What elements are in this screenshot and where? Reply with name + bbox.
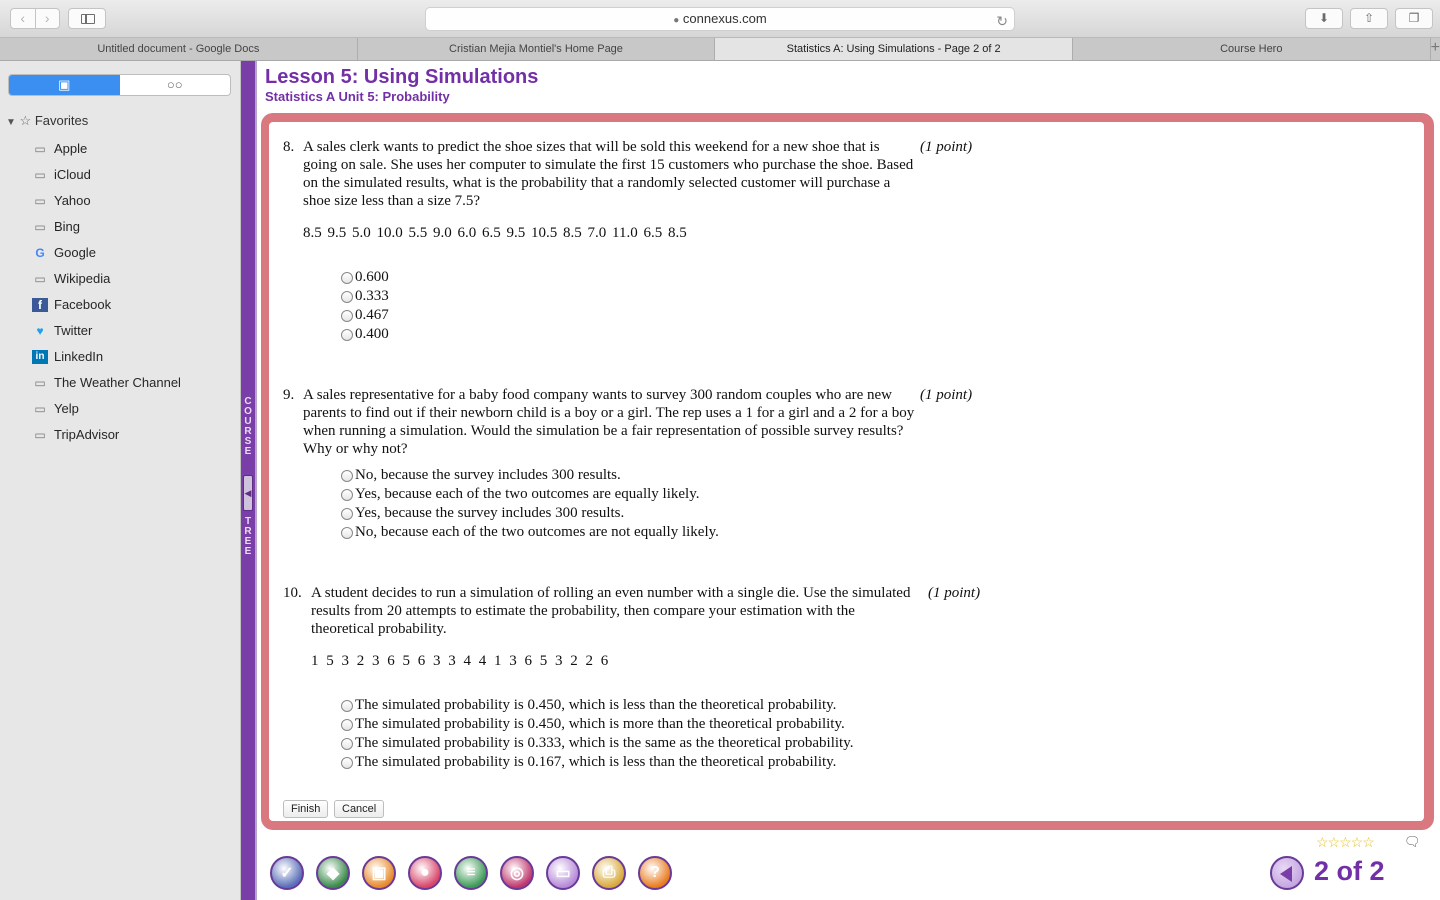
comment-bubble-icon[interactable]: 🗨 (1404, 834, 1421, 849)
reload-icon[interactable]: ↻ (996, 13, 1008, 29)
question-points: (1 point) (928, 585, 981, 601)
course-tree-letter: C (244, 396, 252, 407)
previous-page-icon[interactable] (1270, 856, 1304, 890)
radio-button[interactable] (341, 470, 353, 482)
tab-home-page[interactable]: Cristian Mejia Montiel's Home Page (358, 38, 716, 60)
answer-option[interactable] (341, 287, 389, 306)
downloads-button[interactable] (1305, 8, 1343, 29)
twitter-icon: ♥ (36, 324, 44, 338)
linkedin-icon: in (32, 350, 48, 364)
book-icon: ▭ (34, 142, 46, 156)
question-points: (1 point) (920, 139, 973, 155)
question-number: 8. (283, 139, 295, 155)
radio-button[interactable] (341, 738, 353, 750)
favorite-item[interactable] (32, 318, 181, 344)
favorite-item[interactable] (32, 188, 181, 214)
favorite-label: Yahoo (54, 193, 91, 208)
favorite-item[interactable] (32, 344, 181, 370)
radio-button[interactable] (341, 310, 353, 322)
back-arrow-icon[interactable]: ‹ (11, 9, 36, 28)
radio-button[interactable] (341, 272, 353, 284)
answer-option[interactable] (341, 306, 389, 325)
screen-tool-icon[interactable]: ▭ (546, 856, 580, 890)
course-tree-handle-icon[interactable]: ◀ (243, 475, 253, 511)
option-label: No, because the survey includes 300 results. (355, 467, 621, 483)
answer-option[interactable] (341, 485, 719, 504)
lesson-subtitle: Statistics A Unit 5: Probability (265, 89, 450, 104)
course-tree-letter: E (244, 536, 252, 547)
answer-option[interactable] (341, 696, 854, 715)
star-icon: ☆ (19, 113, 32, 128)
question-data: 8.5 9.5 5.0 10.0 5.5 9.0 6.0 6.5 9.5 10.5 8.5 7.0 11.0 6.5 8.5 (303, 225, 687, 241)
forward-arrow-icon[interactable]: › (44, 10, 50, 26)
favorite-label: Yelp (54, 401, 79, 416)
favorite-label: Bing (54, 219, 81, 234)
option-label: Yes, because each of the two outcomes are equally likely. (355, 486, 700, 502)
book-icon: ▭ (34, 194, 46, 208)
lock-icon: ● (673, 15, 680, 26)
tab-course-hero[interactable]: Course Hero (1073, 38, 1431, 60)
share-icon: ⇧ (1363, 11, 1375, 25)
favorite-label: TripAdvisor (54, 427, 120, 442)
answer-option[interactable] (341, 523, 719, 542)
course-tree-letter: R (244, 426, 252, 437)
book-icon: ▭ (34, 402, 46, 416)
radio-button[interactable] (341, 757, 353, 769)
answer-option[interactable] (341, 466, 719, 485)
favorite-item[interactable] (32, 292, 181, 318)
option-label: The simulated probability is 0.333, which is the same as the theoretical probability. (355, 735, 854, 751)
tabs-icon: ❐ (1408, 11, 1420, 25)
box-tool-icon[interactable]: ▣ (362, 856, 396, 890)
quiz-content (269, 122, 1424, 821)
favorite-item[interactable] (32, 136, 181, 162)
google-icon: G (35, 246, 45, 260)
question-text: A sales representative for a baby food company wants to survey 300 random couples who are new parents to find out if their newborn child is a boy or a girl. The rep uses a 1 for a girl and a 2 for a boy when running a simulation. Would the simulation be a fair representation of possible survey results? Why or why not? (303, 387, 915, 457)
radio-button[interactable] (341, 527, 353, 539)
reading-list-tab[interactable] (120, 75, 231, 95)
option-label: 0.600 (355, 269, 389, 285)
url-text: connexus.com (682, 11, 767, 26)
download-icon: ⬇ (1318, 11, 1330, 25)
answer-option[interactable] (341, 268, 389, 287)
answer-option[interactable] (341, 753, 854, 772)
radio-button[interactable] (341, 291, 353, 303)
radio-button[interactable] (341, 329, 353, 341)
lesson-title: Lesson 5: Using Simulations (265, 66, 539, 88)
pin-tool-icon[interactable]: ● (408, 856, 442, 890)
course-tree-letter: O (244, 406, 252, 417)
page-indicator: 2 of 2 (1314, 856, 1385, 886)
checkmark-tool-icon[interactable]: ✓ (270, 856, 304, 890)
question-number: 9. (283, 387, 295, 403)
answer-options (341, 466, 719, 542)
answer-options (341, 268, 389, 344)
favorite-item[interactable] (32, 422, 181, 448)
disclosure-triangle-icon: ▼ (6, 117, 16, 128)
favorite-label: Wikipedia (54, 271, 111, 286)
cancel-button[interactable]: Cancel (334, 800, 384, 818)
book-icon: ▭ (34, 376, 46, 390)
target-tool-icon[interactable]: ◎ (500, 856, 534, 890)
book-icon: ▭ (34, 220, 46, 234)
favorite-item[interactable] (32, 214, 181, 240)
option-label: The simulated probability is 0.450, which is more than the theoretical probability. (355, 716, 845, 732)
tab-statistics[interactable]: Statistics A: Using Simulations - Page 2 of 2 (715, 38, 1073, 60)
sidebar-toggle-button[interactable] (68, 8, 106, 29)
rating-stars-icon[interactable]: ☆☆☆☆☆ (1316, 834, 1374, 850)
facebook-icon: f (32, 298, 48, 312)
answer-option[interactable] (341, 325, 389, 344)
tool-bar (270, 856, 684, 890)
book-icon: ▭ (34, 428, 46, 442)
quiz-frame (261, 113, 1434, 830)
calculator-tool-icon[interactable]: ≡ (454, 856, 488, 890)
favorite-item[interactable] (32, 266, 181, 292)
address-bar[interactable] (425, 7, 1015, 31)
favorite-item[interactable] (32, 370, 181, 396)
favorite-label: Facebook (54, 297, 112, 312)
nav-buttons (10, 8, 60, 29)
show-tabs-button[interactable] (1395, 8, 1433, 29)
option-label: The simulated probability is 0.167, which is less than the theoretical probability. (355, 754, 837, 770)
favorites-list (32, 136, 181, 448)
bookmark-tool-icon[interactable]: ◆ (316, 856, 350, 890)
option-label: 0.467 (355, 307, 389, 323)
glasses-icon: ○○ (166, 77, 183, 92)
course-tree-letter: S (244, 436, 252, 447)
tab-google-docs[interactable]: Untitled document - Google Docs (0, 38, 358, 60)
favorite-label: iCloud (54, 167, 91, 182)
bookmarks-tab[interactable] (9, 75, 120, 95)
course-tree-letter: T (244, 516, 252, 527)
favorites-sidebar (0, 61, 241, 900)
course-tree-bar[interactable] (241, 61, 257, 900)
option-label: Yes, because the survey includes 300 results. (355, 505, 625, 521)
book-icon: ▭ (34, 272, 46, 286)
browser-toolbar (0, 0, 1440, 38)
favorite-item[interactable] (32, 240, 181, 266)
favorite-label: The Weather Channel (54, 375, 181, 390)
question-text: A sales clerk wants to predict the shoe sizes that will be sold this weekend for a new shoe that is going on sale. She uses her computer to simulate the first 15 customers who purchase the shoe. Based on the simulated results, what is the probability that a randomly selected customer will purchase a shoe size less than a size 7.5? (303, 139, 914, 209)
favorite-label: Google (54, 245, 96, 260)
radio-button[interactable] (341, 489, 353, 501)
favorite-label: LinkedIn (54, 349, 104, 364)
question-number: 10. (283, 585, 302, 601)
book-icon: ▭ (34, 168, 46, 182)
favorite-item[interactable] (32, 396, 181, 422)
option-label: No, because each of the two outcomes are not equally likely. (355, 524, 719, 540)
course-tree-letter: E (244, 446, 252, 457)
course-tree-letter: E (244, 546, 252, 557)
answer-option[interactable] (341, 734, 854, 753)
option-label: 0.400 (355, 326, 389, 342)
favorites-header[interactable] (6, 113, 88, 129)
course-tree-letter: R (244, 526, 252, 537)
favorite-label: Apple (54, 141, 88, 156)
question-points: (1 point) (920, 387, 973, 403)
option-label: 0.333 (355, 288, 389, 304)
radio-button[interactable] (341, 508, 353, 520)
tab-bar (0, 38, 1440, 61)
print-tool-icon[interactable]: ⎙ (592, 856, 626, 890)
answer-options (341, 696, 854, 772)
sidebar-segment-control (8, 74, 231, 96)
favorite-item[interactable] (32, 162, 181, 188)
radio-button[interactable] (341, 719, 353, 731)
question-data: 1 5 3 2 3 6 5 6 3 3 4 4 1 3 6 5 3 2 2 6 (311, 653, 609, 669)
sidebar-icon (81, 14, 95, 24)
favorites-label: Favorites (34, 113, 89, 128)
course-tree-letter: U (244, 416, 252, 427)
favorite-label: Twitter (54, 323, 93, 338)
answer-option[interactable] (341, 715, 854, 734)
finish-button[interactable]: Finish (283, 800, 328, 818)
answer-option[interactable] (341, 504, 719, 523)
book-icon: ▣ (58, 77, 71, 92)
help-tool-icon[interactable]: ? (638, 856, 672, 890)
option-label: The simulated probability is 0.450, which is less than the theoretical probability. (355, 697, 837, 713)
new-tab-button[interactable]: + (1430, 39, 1440, 56)
share-button[interactable] (1350, 8, 1388, 29)
radio-button[interactable] (341, 700, 353, 712)
question-text: A student decides to run a simulation of rolling an even number with a single die. Use the simulated results from 20 attempts to estimate the probability, then compare your estimation with the theoretical probability. (311, 585, 911, 637)
